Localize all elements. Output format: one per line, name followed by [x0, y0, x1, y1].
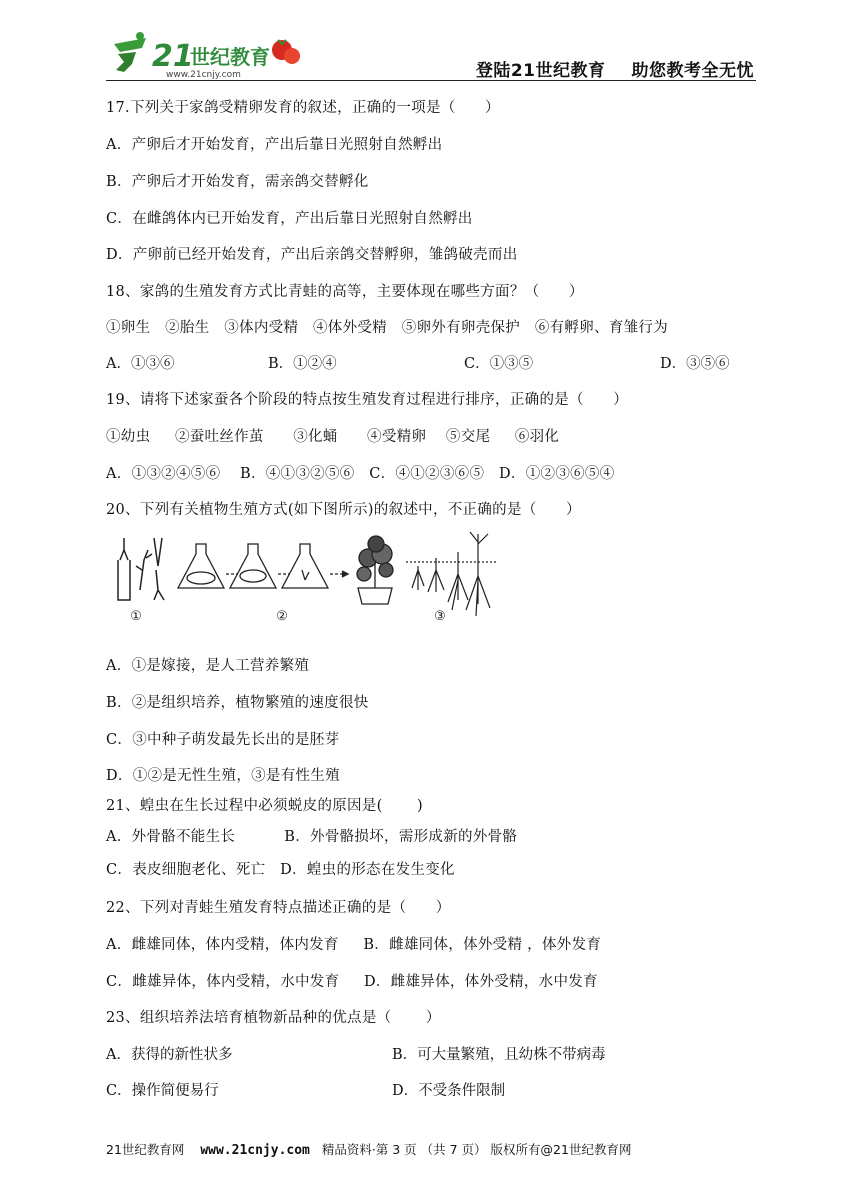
- figure-label-3: ③: [434, 609, 446, 624]
- q18-items: ①卵生 ②胎生 ③体内受精 ④体外受精 ⑤卵外有卵壳保护 ⑥有孵卵、育雏行为: [106, 320, 669, 336]
- footer-page-info: 精品资料·第 3 页 （共 7 页） 版权所有@21世纪教育网: [321, 1142, 632, 1157]
- q17-option-a: A．产卵后才开始发育，产出后靠日光照射自然孵出: [106, 137, 443, 153]
- q19-options: A．①③②④⑤⑥ B．④①③②⑤⑥ C．④①②③⑥⑤ D．①②③⑥⑤④: [106, 466, 615, 482]
- page-footer: [106, 1140, 631, 1158]
- q23-option-c: C．操作简便易行: [106, 1083, 219, 1099]
- figure-label-1: ①: [130, 609, 142, 624]
- tissue-culture-illustration: [178, 536, 393, 604]
- q20-option-c: C．③中种子萌发最先长出的是胚芽: [106, 732, 340, 748]
- q18-option-c: C．①③⑤: [464, 356, 534, 372]
- q18-option-b: B．①②④: [268, 356, 337, 372]
- q19-stem: 19、请将下述家蚕各个阶段的特点按生殖发育过程进行排序，正确的是（ ）: [106, 392, 629, 408]
- q18-option-d: D．③⑤⑥: [660, 356, 730, 372]
- q20-option-b: B．②是组织培养，植物繁殖的速度很快: [106, 695, 369, 711]
- q18-option-a: A．①③⑥: [106, 356, 175, 372]
- header-divider: [106, 80, 756, 81]
- q21-options-ab: A．外骨骼不能生长 B．外骨骼损坏，需形成新的外骨骼: [106, 829, 518, 845]
- q23-stem: 23、组织培养法培育植物新品种的优点是（ ）: [106, 1010, 441, 1026]
- q23-option-b: B．可大量繁殖，且幼株不带病毒: [392, 1047, 606, 1063]
- grafting-illustration: [118, 538, 164, 600]
- page-header: [106, 30, 756, 82]
- q17-option-d: D．产卵前已经开始发育，产出后亲鸽交替孵卵，雏鸽破壳而出: [106, 247, 518, 263]
- q21-options-cd: C．表皮细胞老化、死亡 D．蝗虫的形态在发生变化: [106, 862, 455, 878]
- svg-text:世纪教育: 世纪教育: [190, 45, 270, 69]
- q22-options-ab: A．雌雄同体，体内受精，体内发育 B．雌雄同体，体外受精 ，体外发育: [106, 937, 602, 953]
- q20-stem: 20、下列有关植物生殖方式(如下图所示)的叙述中，不正确的是（ ）: [106, 502, 581, 518]
- q17-option-b: B．产卵后才开始发育，需亲鸽交替孵化: [106, 174, 369, 190]
- seed-germination-illustration: [406, 532, 496, 616]
- header-slogan: [450, 56, 754, 81]
- site-logo: [106, 30, 306, 80]
- q19-items: ①幼虫 ②蚕吐丝作茧 ③化蛹 ④受精卵 ⑤交尾 ⑥羽化: [106, 429, 560, 445]
- q23-option-d: D．不受条件限制: [392, 1083, 506, 1099]
- svg-text:www.21cnjy.com: www.21cnjy.com: [166, 70, 241, 80]
- slogan-right: 助您教考全无忧: [631, 61, 754, 81]
- q17-stem: 17.下列关于家鸽受精卵发育的叙述，正确的一项是（ ）: [106, 100, 500, 116]
- footer-site: 21世纪教育网: [106, 1142, 185, 1157]
- slogan-left: 登陆21世纪教育: [475, 61, 606, 81]
- q23-option-a: A．获得的新性状多: [106, 1047, 233, 1063]
- q21-stem: 21、蝗虫在生长过程中必须蜕皮的原因是( ): [106, 798, 423, 814]
- footer-url[interactable]: www.21cnjy.com: [200, 1143, 310, 1158]
- q20-option-a: A．①是嫁接，是人工营养繁殖: [106, 658, 310, 674]
- q22-stem: 22、下列对青蛙生殖发育特点描述正确的是（ ）: [106, 900, 451, 916]
- q22-options-cd: C．雌雄异体，体内受精，水中发育 D．雌雄异体，体外受精，水中发育: [106, 974, 598, 990]
- q17-option-c: C．在雌鸽体内已开始发育，产出后靠日光照射自然孵出: [106, 211, 473, 227]
- svg-text:21: 21: [152, 39, 194, 74]
- figure-label-2: ②: [276, 609, 288, 624]
- q18-stem: 18、家鸽的生殖发育方式比青蛙的高等，主要体现在哪些方面？（ ）: [106, 284, 584, 300]
- plant-reproduction-figure: [106, 530, 506, 625]
- q20-option-d: D．①②是无性生殖，③是有性生殖: [106, 768, 340, 784]
